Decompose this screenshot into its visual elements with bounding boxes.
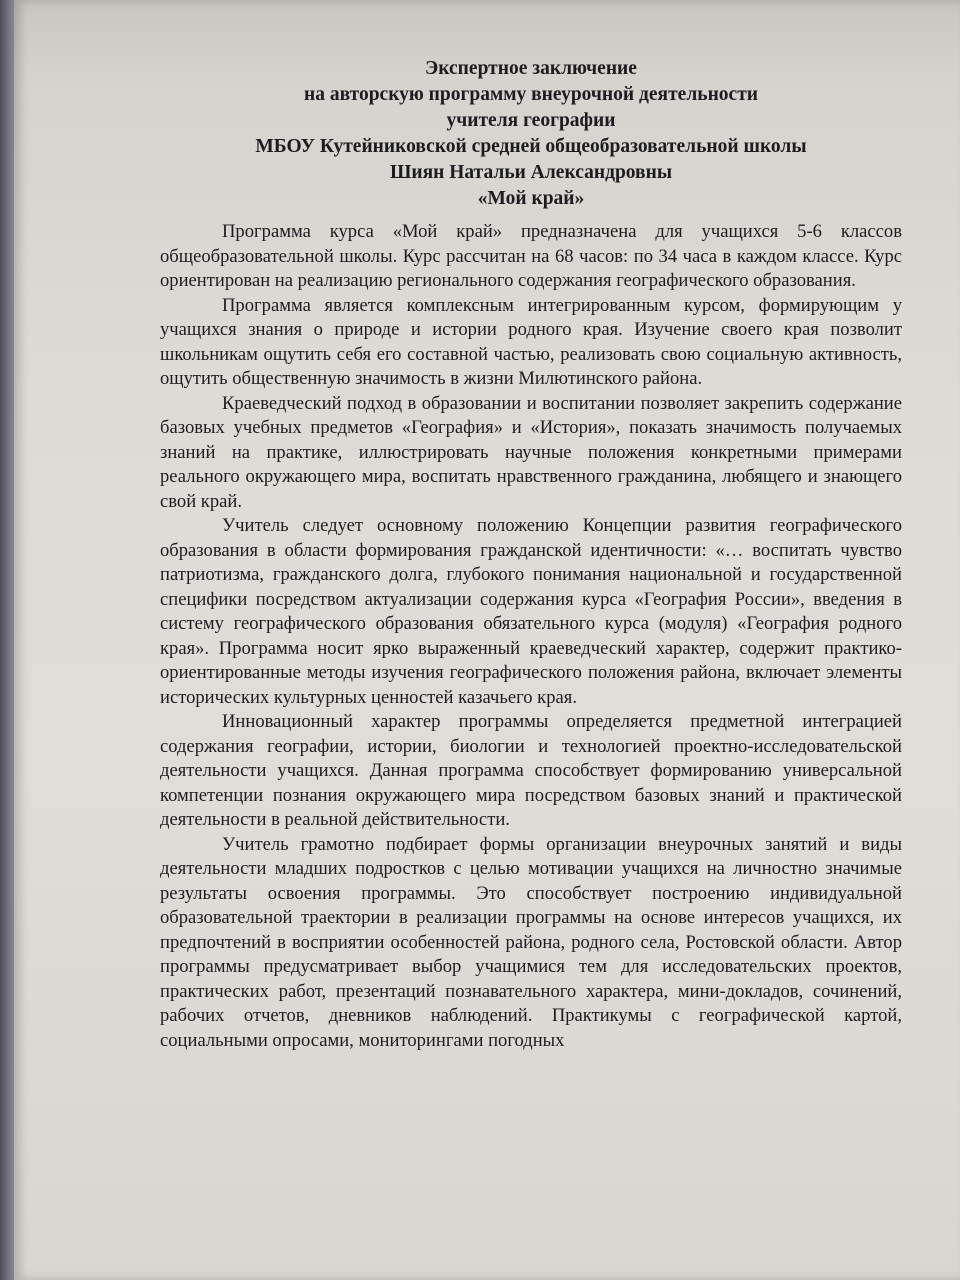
title-line-3: учителя географии [446,110,616,131]
title-line-5: Шиян Натальи Александровны [389,162,673,183]
paragraph-5: Инновационный характер программы определяется предметной интеграцией содержания географии, истории, биологии и технологией проектно-исследовательской деятельности учащихся. Данная программа способствует формированию универсальной компетенции познания окружающего мира посредством базовых знаний и практической деятельности в реальной действительности. [160,711,902,830]
document-page [160,56,902,1053]
title-line-4: МБОУ Кутейниковской средней общеобразовательной школы [255,136,807,157]
document-title [150,56,912,212]
paragraph-1: Программа курса «Мой край» предназначена для учащихся 5-6 классов общеобразовательной школы. Курс рассчитан на 68 часов: по 34 часа в каждом классе. Курс ориентирован на реализацию регионального содержания географического образования. [160,221,902,291]
paragraph-4: Учитель следует основному положению Концепции развития географического образования в области формирования гражданской идентичности: «… воспитать чувство патриотизма, гражданского долга, глубокого понимания национальной и государственной специфики посредством актуализации содержания курса «География России», введения в систему географического образования обязательного курса (модуля) «География родного края». Программа носит ярко выраженный краеведческий характер, содержит практико-ориентированные методы изучения географического положения района, включает элементы исторических культурных ценностей казачьего края. [160,515,902,708]
title-line-2: на авторскую программу внеурочной деятельности [303,84,759,105]
paper-sheet [14,0,960,1280]
title-line-6: «Мой край» [477,188,585,209]
paragraph-6: Учитель грамотно подбирает формы организации внеурочных занятий и виды деятельности младших подростков с целью мотивации учащихся на личностно значимые результаты освоения программы. Это способствует построению индивидуальной образовательной траектории в реализации программы на основе интересов учащихся, их предпочтений в восприятии особенностей района, родного села, Ростовской области. Автор программы предусматривает выбор учащимися тем для исследовательских проектов, практических работ, презентаций познавательного характера, мини-докладов, сочинений, рабочих отчетов, дневников наблюдений. Практикумы с географической картой, социальными опросами, мониторингами погодных [160,833,902,1051]
paragraph-2: Программа является комплексным интегрированным курсом, формирующим у учащихся знания о природе и истории родного края. Изучение своего края позволит школьникам ощутить себя его составной частью, реализовать свою социальную активность, ощутить общественную значимость в жизни Милютинского района. [160,294,902,389]
paragraph-3: Краеведческий подход в образовании и воспитании позволяет закрепить содержание базовых учебных предметов «География» и «История», показать значимость получаемых знаний на практике, иллюстрировать научные положения конкретными примерами реального окружающего мира, воспитать нравственного гражданина, любящего и знающего свой край. [160,392,902,512]
title-line-1: Экспертное заключение [425,58,637,79]
document-body [160,220,902,1053]
